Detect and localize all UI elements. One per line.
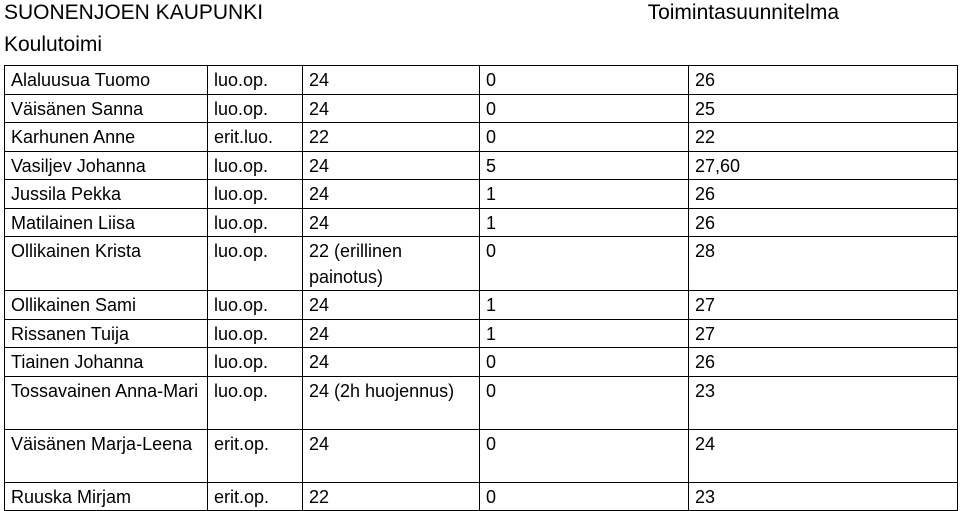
cell-extra: 1 bbox=[480, 208, 689, 237]
table-row bbox=[5, 376, 958, 429]
cell-extra: 0 bbox=[480, 348, 689, 377]
document-header bbox=[4, 0, 956, 62]
cell-total: 27 bbox=[689, 291, 958, 320]
cell-extra: 1 bbox=[480, 180, 689, 209]
cell-title: luo.op. bbox=[208, 94, 303, 123]
cell-extra: 5 bbox=[480, 151, 689, 180]
cell-extra: 0 bbox=[480, 66, 689, 95]
cell-name: Alaluusua Tuomo bbox=[5, 66, 208, 95]
cell-extra: 0 bbox=[480, 237, 689, 291]
cell-title: erit.luo. bbox=[208, 123, 303, 152]
cell-hours: 24 bbox=[303, 319, 480, 348]
cell-title: luo.op. bbox=[208, 151, 303, 180]
cell-name: Väisänen Marja-Leena bbox=[5, 429, 208, 482]
cell-extra: 1 bbox=[480, 319, 689, 348]
cell-total: 26 bbox=[689, 208, 958, 237]
cell-total: 26 bbox=[689, 180, 958, 209]
cell-title: erit.op. bbox=[208, 482, 303, 511]
cell-name: Tossavainen Anna-Mari bbox=[5, 376, 208, 429]
cell-extra: 0 bbox=[480, 482, 689, 511]
cell-title: luo.op. bbox=[208, 376, 303, 429]
cell-extra: 0 bbox=[480, 94, 689, 123]
cell-total: 26 bbox=[689, 348, 958, 377]
cell-total: 28 bbox=[689, 237, 958, 291]
cell-title: luo.op. bbox=[208, 208, 303, 237]
cell-hours: 22 (erillinen painotus) bbox=[303, 237, 480, 291]
staff-table bbox=[4, 65, 958, 511]
table-row bbox=[5, 208, 958, 237]
cell-hours: 24 bbox=[303, 348, 480, 377]
table-row bbox=[5, 319, 958, 348]
cell-total: 27,60 bbox=[689, 151, 958, 180]
cell-name: Ollikainen Sami bbox=[5, 291, 208, 320]
cell-total: 23 bbox=[689, 482, 958, 511]
cell-hours: 24 bbox=[303, 94, 480, 123]
cell-hours: 22 bbox=[303, 123, 480, 152]
cell-name: Ruuska Mirjam bbox=[5, 482, 208, 511]
cell-name: Rissanen Tuija bbox=[5, 319, 208, 348]
table-row bbox=[5, 482, 958, 511]
cell-name: Karhunen Anne bbox=[5, 123, 208, 152]
cell-hours: 24 bbox=[303, 180, 480, 209]
cell-total: 24 bbox=[689, 429, 958, 482]
cell-hours: 24 bbox=[303, 66, 480, 95]
cell-name: Väisänen Sanna bbox=[5, 94, 208, 123]
cell-extra: 0 bbox=[480, 123, 689, 152]
cell-total: 22 bbox=[689, 123, 958, 152]
table-row bbox=[5, 94, 958, 123]
table-row bbox=[5, 348, 958, 377]
cell-total: 26 bbox=[689, 66, 958, 95]
cell-name: Vasiljev Johanna bbox=[5, 151, 208, 180]
cell-title: luo.op. bbox=[208, 291, 303, 320]
table-row bbox=[5, 151, 958, 180]
cell-total: 25 bbox=[689, 94, 958, 123]
department-name: Koulutoimi bbox=[4, 33, 103, 56]
cell-hours: 24 bbox=[303, 151, 480, 180]
cell-title: luo.op. bbox=[208, 319, 303, 348]
cell-extra: 0 bbox=[480, 376, 689, 429]
cell-hours: 24 bbox=[303, 291, 480, 320]
cell-title: luo.op. bbox=[208, 348, 303, 377]
cell-extra: 0 bbox=[480, 429, 689, 482]
cell-total: 23 bbox=[689, 376, 958, 429]
cell-name: Tiainen Johanna bbox=[5, 348, 208, 377]
cell-title: luo.op. bbox=[208, 180, 303, 209]
table-row bbox=[5, 123, 958, 152]
cell-name: Ollikainen Krista bbox=[5, 237, 208, 291]
cell-hours: 24 (2h huojennus) bbox=[303, 376, 480, 429]
table-row bbox=[5, 237, 958, 291]
cell-name: Matilainen Liisa bbox=[5, 208, 208, 237]
cell-name: Jussila Pekka bbox=[5, 180, 208, 209]
cell-title: luo.op. bbox=[208, 237, 303, 291]
cell-title: erit.op. bbox=[208, 429, 303, 482]
document-title: Toimintasuunnitelma bbox=[647, 1, 839, 24]
cell-hours: 24 bbox=[303, 429, 480, 482]
table-row bbox=[5, 180, 958, 209]
cell-title: luo.op. bbox=[208, 66, 303, 95]
cell-total: 27 bbox=[689, 319, 958, 348]
cell-hours: 24 bbox=[303, 208, 480, 237]
table-row bbox=[5, 291, 958, 320]
table-row bbox=[5, 429, 958, 482]
cell-hours: 22 bbox=[303, 482, 480, 511]
table-row bbox=[5, 66, 958, 95]
cell-extra: 1 bbox=[480, 291, 689, 320]
organization-name: SUONENJOEN KAUPUNKI bbox=[4, 1, 264, 24]
